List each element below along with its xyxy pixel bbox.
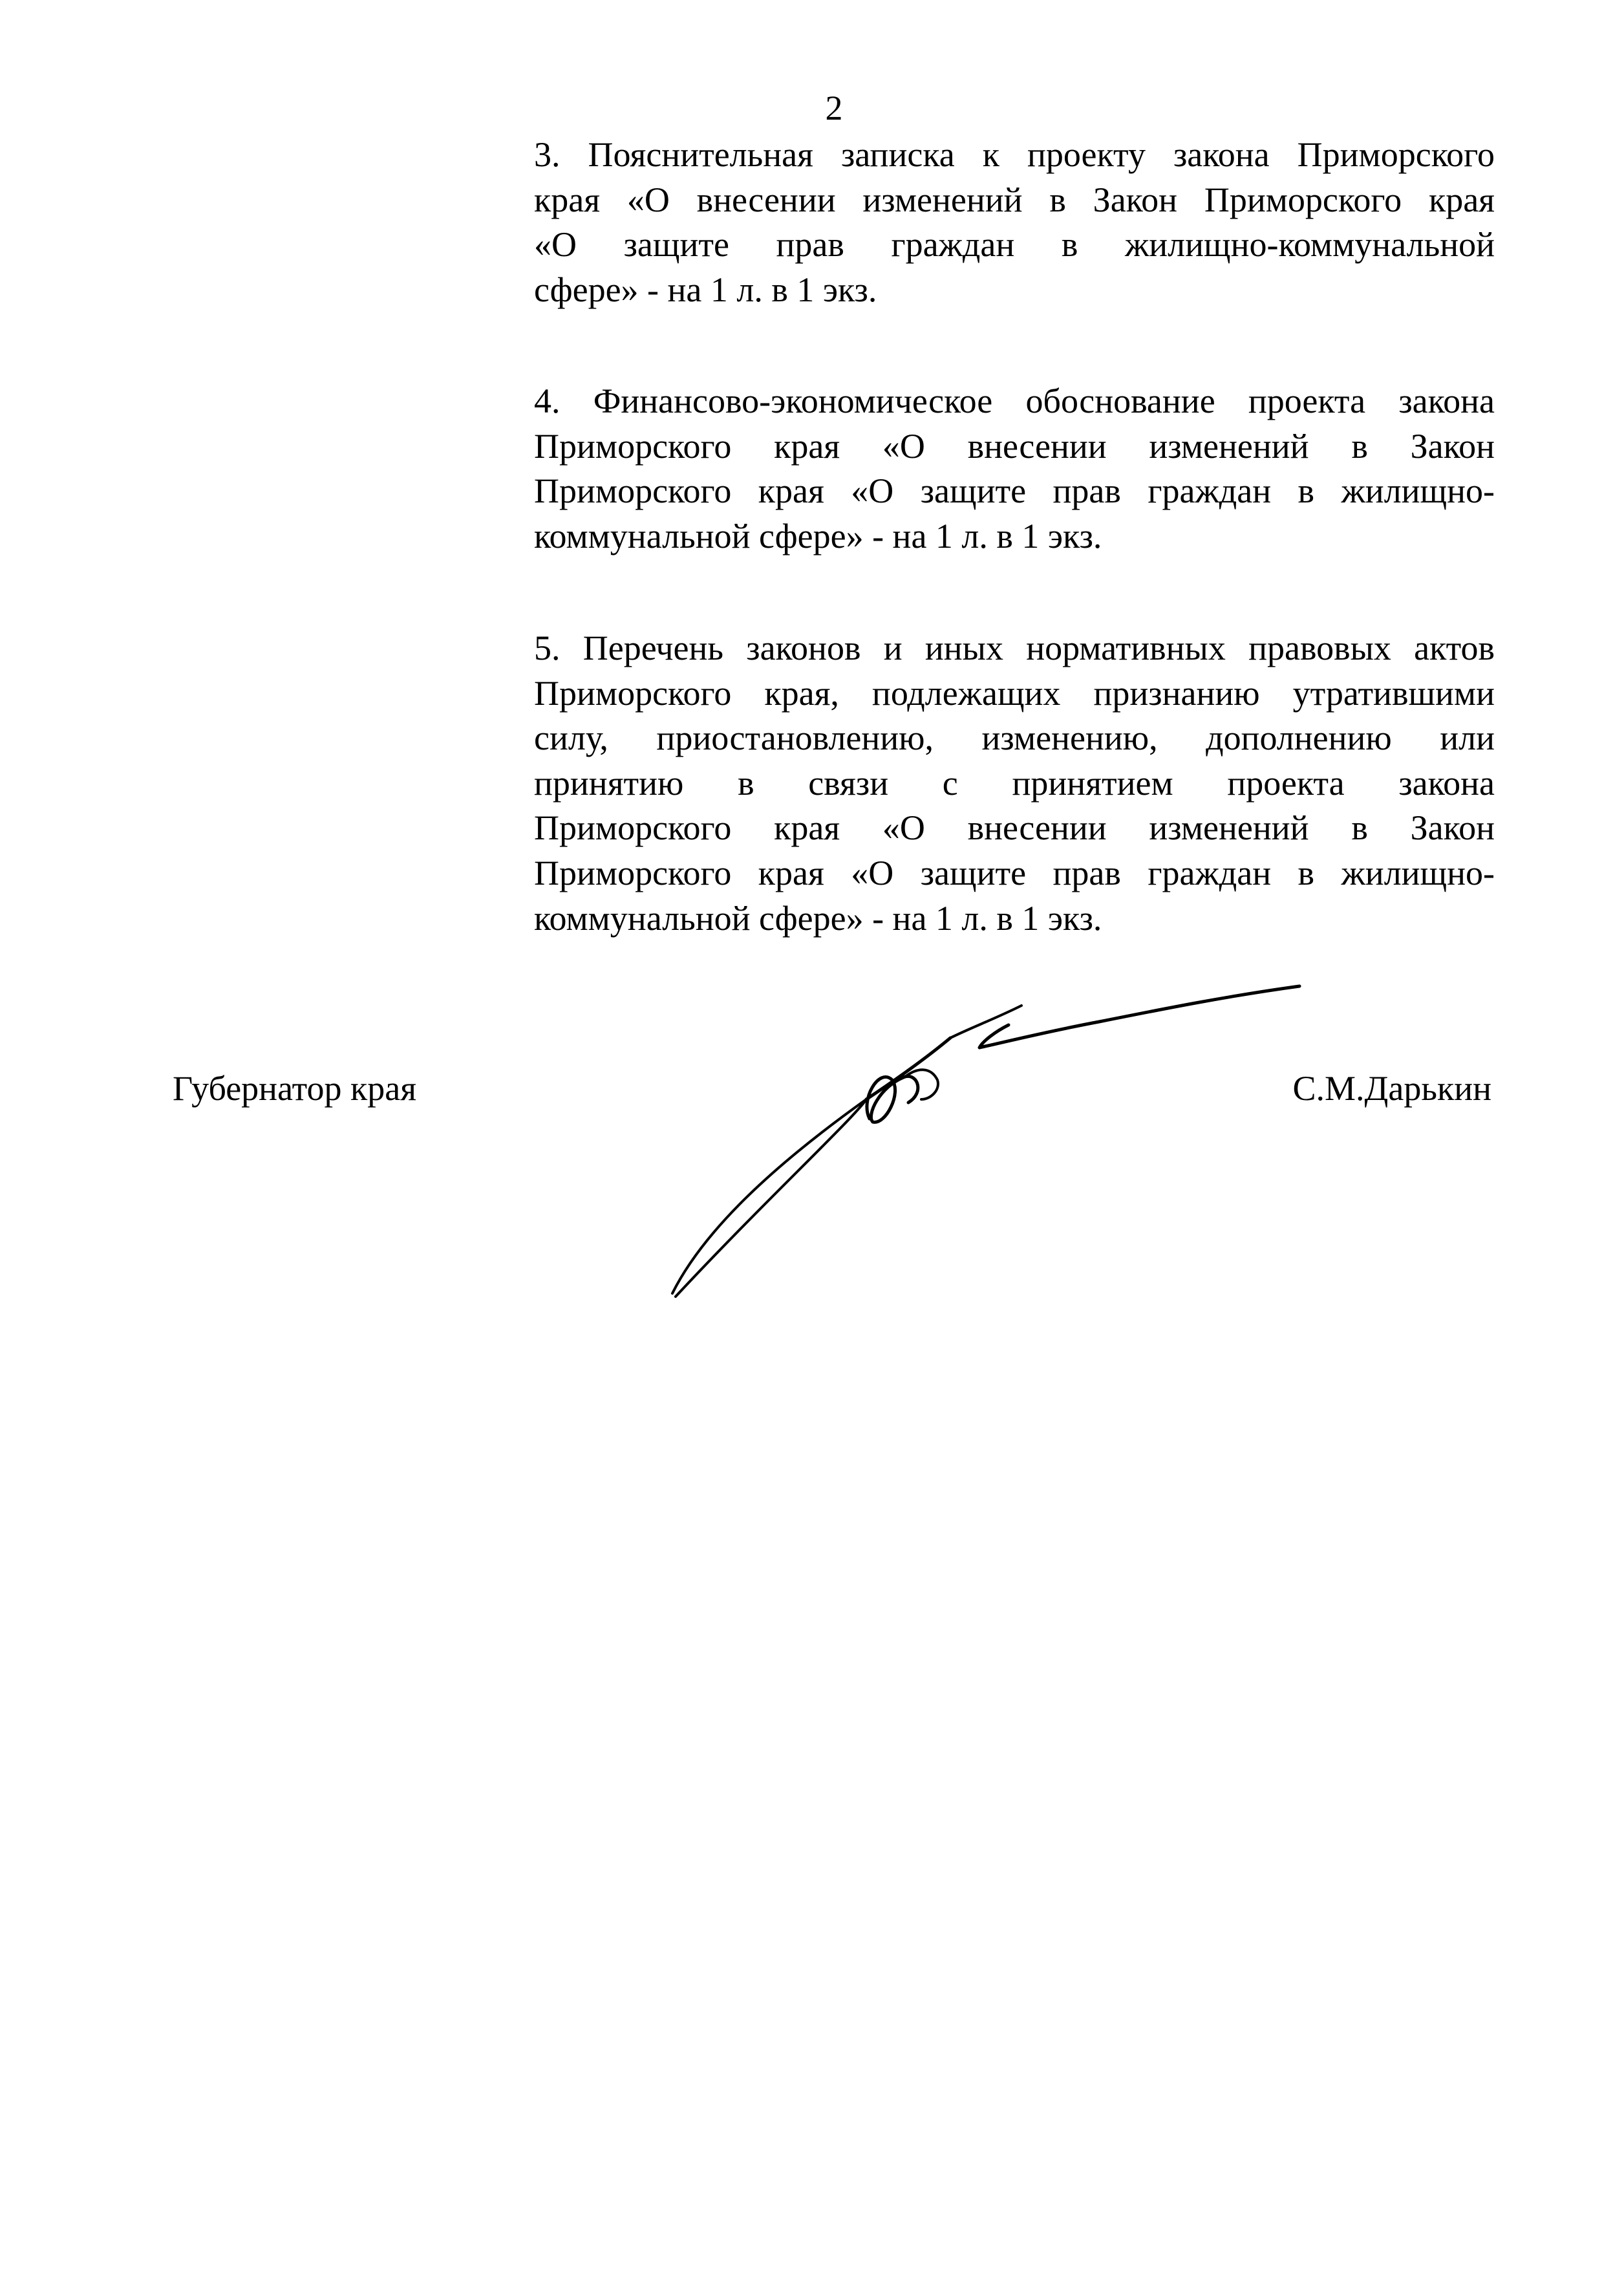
attachment-item-3 <box>534 133 1495 312</box>
text-line: Приморского края «О защите прав граждан в жилищно- <box>534 853 1495 892</box>
text-line: Приморского края, подлежащих признанию утратившими <box>534 673 1495 713</box>
text-line: силу, приостановлению, изменению, дополнению или <box>534 718 1495 758</box>
page-number: 2 <box>825 89 843 127</box>
text-line: принятию в связи с принятием проекта закона <box>534 763 1495 803</box>
text-line: коммунальной сфере» - на 1 л. в 1 экз. <box>534 516 1102 555</box>
text-line: Приморского края «О внесении изменений в Закон <box>534 426 1495 466</box>
text-line: сфере» - на 1 л. в 1 экз. <box>534 270 877 309</box>
text-line: 3. Пояснительная записка к проекту закона Приморского <box>534 135 1495 174</box>
text-line: 4. Финансово-экономическое обоснование проекта закона <box>534 382 1495 420</box>
text-line: Приморского края «О внесении изменений в Закон <box>534 808 1495 848</box>
text-line: Приморского края «О защите прав граждан в жилищно- <box>534 471 1495 511</box>
signatory-name: С.М.Дарькин <box>1292 1069 1491 1108</box>
attachment-item-5 <box>534 626 1495 941</box>
text-line: «О защите прав граждан в жилищно-коммунальной <box>534 225 1495 264</box>
attachment-item-4 <box>534 379 1495 559</box>
handwritten-signature <box>646 970 1319 1319</box>
text-line: коммунальной сфере» - на 1 л. в 1 экз. <box>534 898 1102 938</box>
text-line: края «О внесении изменений в Закон Приморского края <box>534 180 1495 219</box>
signatory-position: Губернатор края <box>173 1069 417 1108</box>
text-line: 5. Перечень законов и иных нормативных правовых актов <box>534 629 1495 667</box>
